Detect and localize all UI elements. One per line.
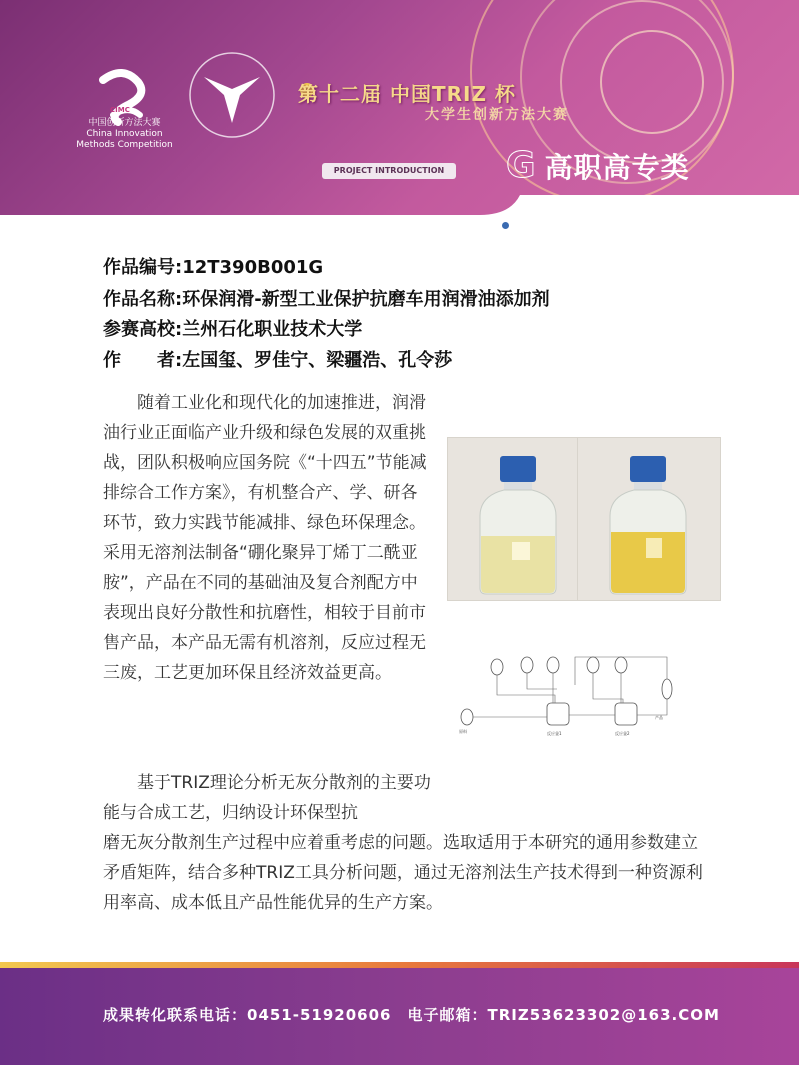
bottle-icon (606, 456, 690, 596)
svg-text:产品: 产品 (655, 715, 663, 720)
contact-info: 成果转化联系电话：0451-51920606 电子邮箱：TRIZ53623302@163.COM (103, 1006, 720, 1024)
intro-paragraph: 随着工业化和现代化的加速推进，润滑油行业正面临产业升级和绿色发展的双重挑战，团队积极响应国务院《“十四五”节能减排综合工作方案》，有机整合产、学、研各环节，致力实践节能减排、绿色环保理念。采用无溶剂法制备“硼化聚异丁烯丁二酰亚胺”，产品在不同的基础油及复合剂配方中表现出良好分散性和抗磨性，相较于目前市售产品，本产品无需有机溶剂，反应过程无三废，工艺更加环保且经济效益更高。 (103, 393, 427, 683)
product-photo-deep (577, 437, 721, 601)
work-name: 作品名称:环保润滑-新型工业保护抗磨车用润滑油添加剂 (103, 289, 550, 310)
process-flow-diagram (455, 645, 693, 753)
cimc-logo-badge: CIMC (110, 106, 130, 114)
category-letter: G (506, 145, 537, 186)
category-heading (506, 145, 690, 186)
svg-text:反应釜2: 反应釜2 (615, 731, 630, 736)
project-introduction-pill: PROJECT INTRODUCTION (322, 163, 456, 179)
svg-text:原料: 原料 (459, 729, 467, 734)
triz-paragraph-intro: 基于TRIZ理论分析无灰分散剂的主要功能与合成工艺，归纳设计环保型抗 (103, 773, 431, 823)
decor-swirl (600, 30, 704, 134)
bottle-icon (476, 456, 560, 596)
category-label: 高职高专类 (544, 151, 690, 184)
header-curve (0, 185, 799, 230)
authors: 作 者:左国玺、罗佳宁、梁疆浩、孔令莎 (103, 350, 453, 371)
contest-title: 第十二届 中国TRIZ 杯 (298, 82, 516, 106)
marker-dot (502, 222, 509, 229)
college-innovation-seal (182, 45, 282, 145)
work-number: 作品编号:12T390B001G (103, 257, 324, 278)
contest-subtitle: 大学生创新方法大赛 (425, 107, 569, 123)
product-photo-light (447, 437, 591, 601)
svg-text:反应釜1: 反应釜1 (547, 731, 562, 736)
triz-paragraph-body: 磨无灰分散剂生产过程中应着重考虑的问题。选取适用于本研究的通用参数建立矛盾矩阵，结合多种TRIZ工具分析问题，通过无溶剂法生产技术得到一种资源利用率高、成本低且产品性能优异的生产方案。 (103, 833, 703, 913)
cimc-logo-caption: 中国创新方法大赛 China Innovation Methods Competition (76, 118, 173, 150)
header-banner (0, 0, 799, 230)
school: 参赛高校:兰州石化职业技术大学 (103, 319, 363, 340)
